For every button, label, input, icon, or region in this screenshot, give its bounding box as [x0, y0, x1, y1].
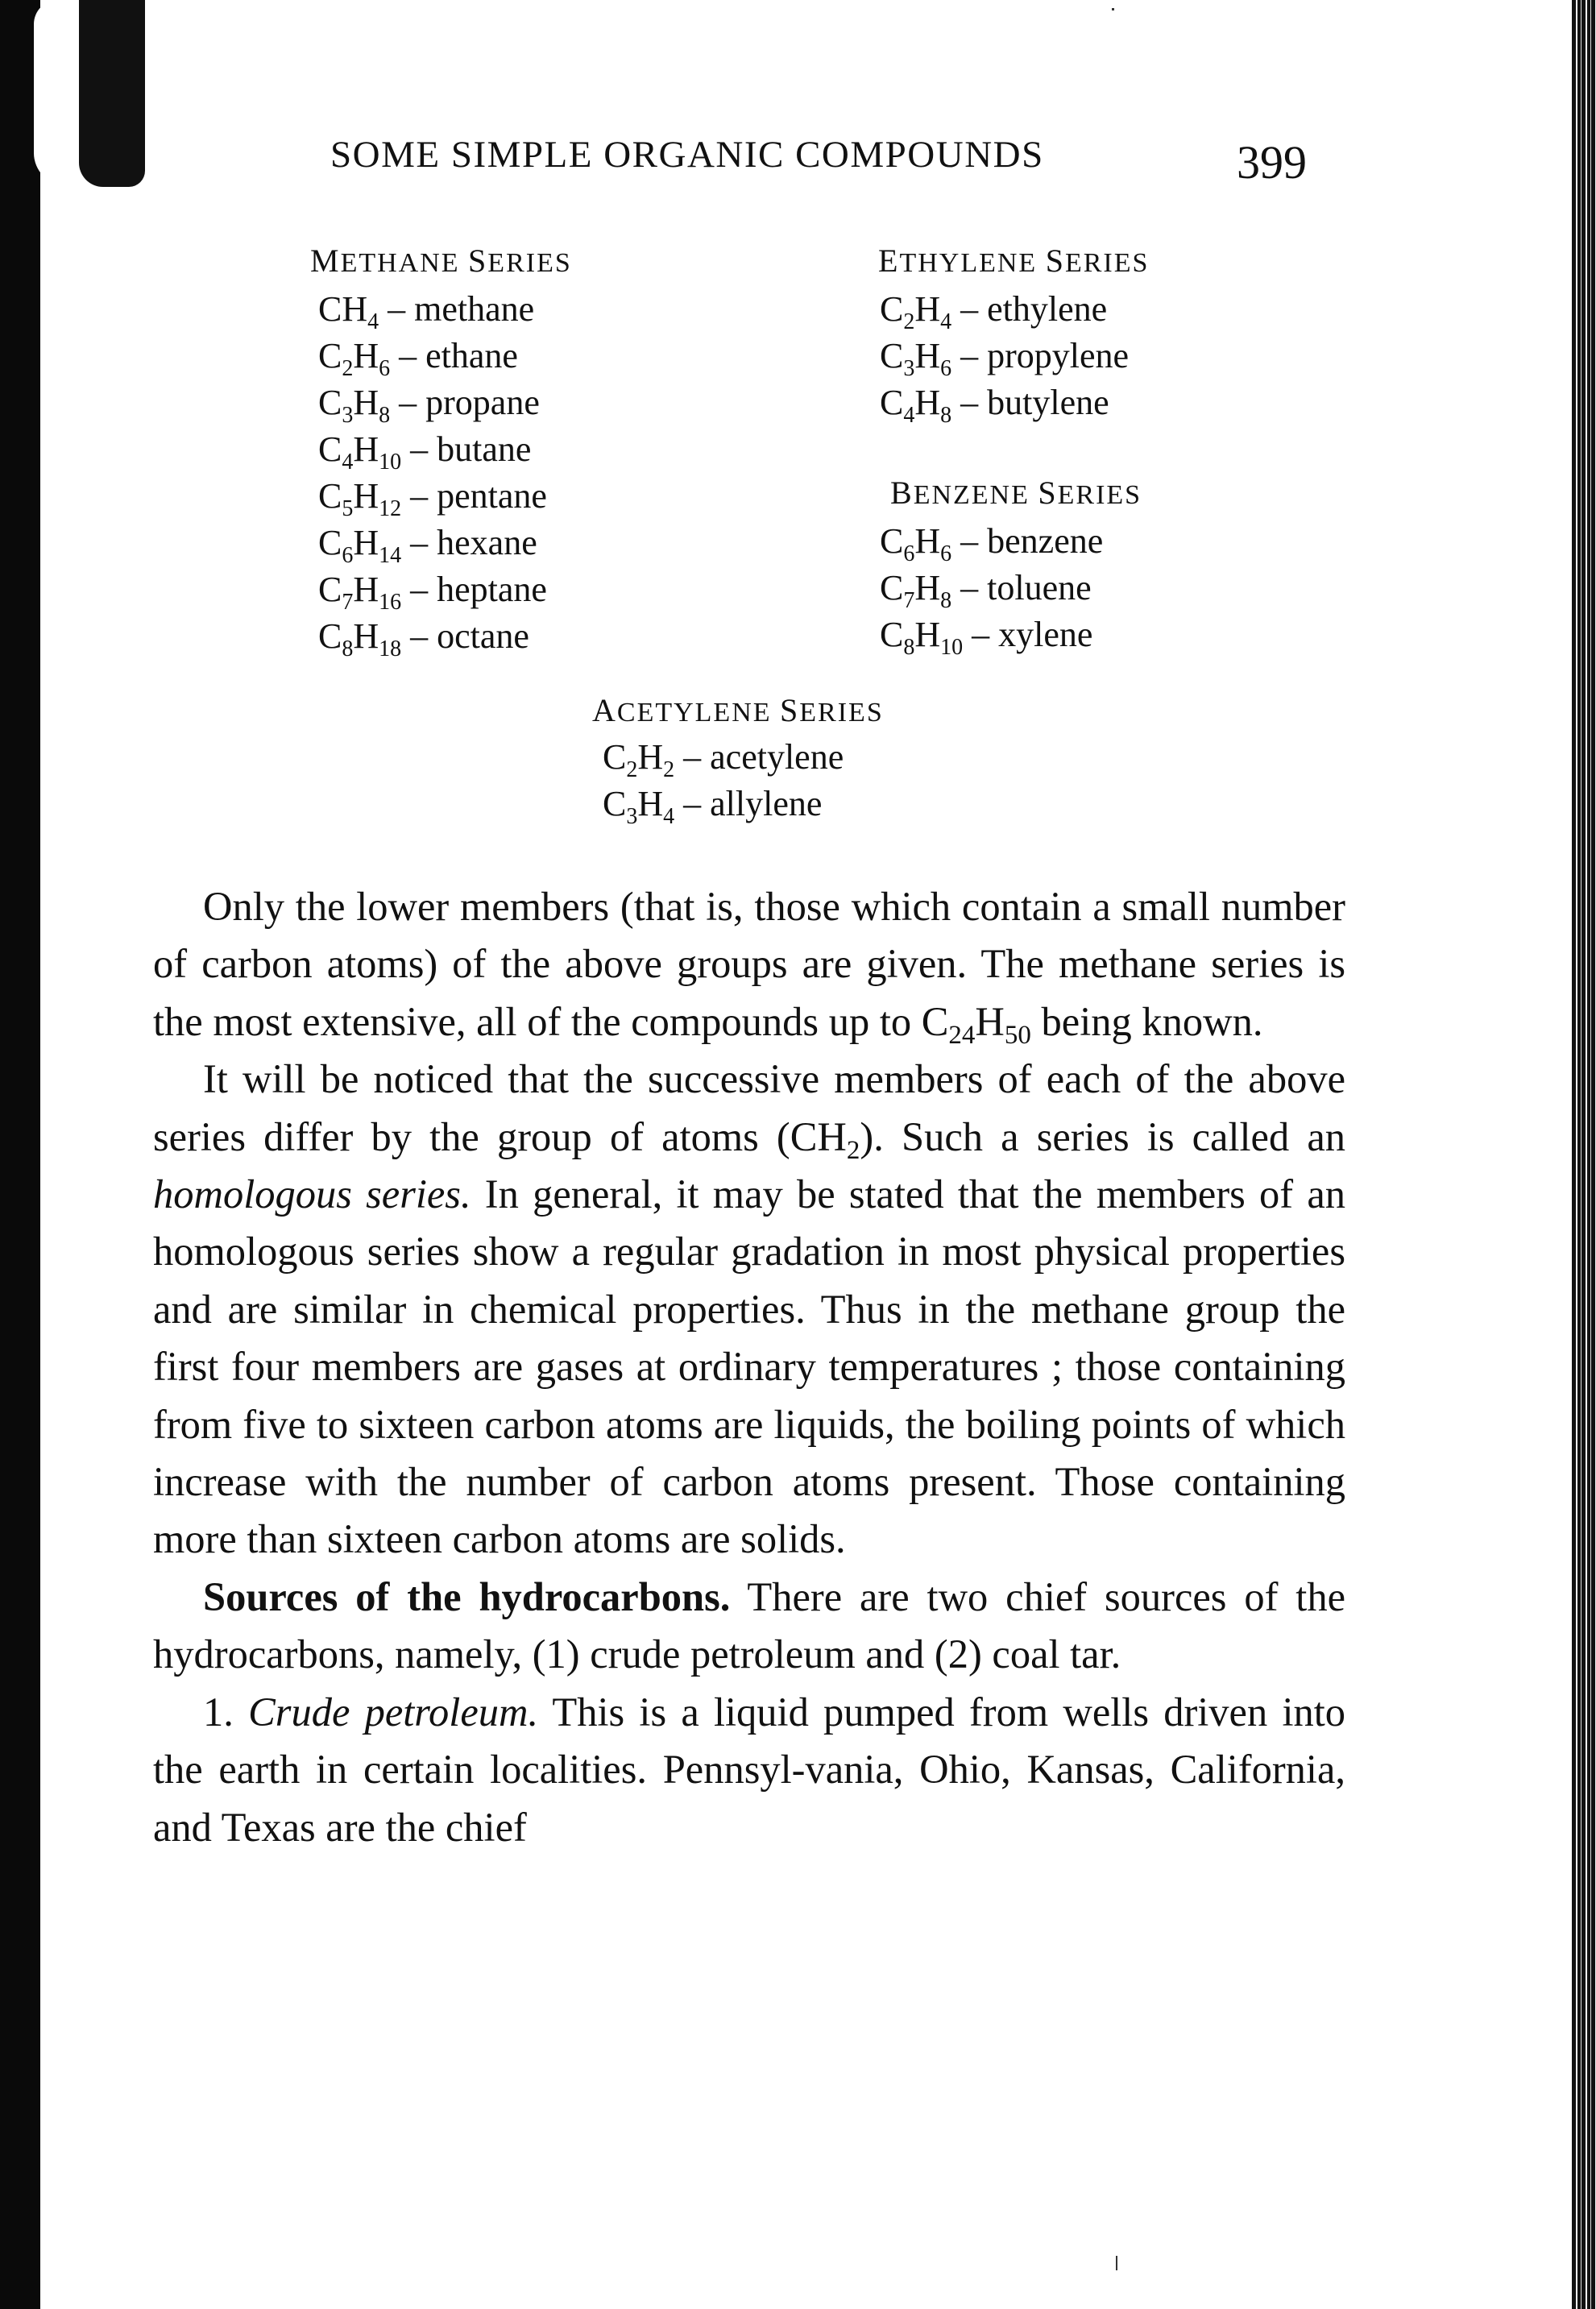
benzene-formula-row — [880, 615, 1093, 660]
subscript: 24 — [948, 1020, 976, 1050]
heading-smallcaps: ERIES — [799, 698, 884, 728]
heading-capital: B — [890, 475, 914, 511]
dash: – — [401, 523, 437, 562]
ethylene-series-heading — [878, 242, 1149, 280]
list-number: 1. — [203, 1689, 249, 1735]
element-symbol: C — [318, 289, 342, 329]
italic-term: Crude petroleum. — [248, 1689, 539, 1735]
element-symbol: C — [318, 616, 342, 656]
element-symbol: C — [318, 336, 342, 375]
compound-name: hexane — [437, 523, 537, 562]
subscript: 18 — [379, 636, 402, 661]
heading-capital: S — [1045, 243, 1065, 279]
element-symbol: H — [914, 568, 941, 607]
scan-binding-edge-left — [0, 0, 40, 2309]
subscript: 4 — [342, 450, 354, 475]
methane-series-heading — [310, 242, 572, 280]
text-run: This is a liquid pumped from wells driven into the earth in certain localities. Pennsyl-vania, Ohio, Kansas, California, and Texas are the chief — [153, 1689, 1346, 1850]
subscript: 10 — [379, 450, 402, 475]
element-symbol: C — [603, 737, 627, 777]
text-run: being known. — [1030, 998, 1263, 1044]
compound-name: propane — [425, 383, 540, 422]
subscript: 5 — [342, 496, 354, 521]
paragraph-homologous-series — [153, 1051, 1345, 1569]
subscript: 14 — [379, 543, 402, 568]
subscript: 8 — [940, 403, 952, 428]
element-symbol: H — [637, 784, 664, 823]
subscript: 4 — [903, 403, 915, 428]
scan-speck — [1116, 2256, 1117, 2270]
methane-formula-row — [318, 476, 547, 521]
subscript: 8 — [379, 403, 391, 428]
element-symbol: C — [318, 383, 342, 422]
compound-name: toluene — [987, 568, 1092, 607]
benzene-formula-row — [880, 521, 1104, 566]
compound-name: benzene — [987, 521, 1104, 561]
dash: – — [674, 737, 711, 777]
subscript: 7 — [342, 590, 354, 615]
subscript: 4 — [367, 309, 379, 334]
dash: – — [951, 383, 988, 422]
text-run: Only the lower members (that is, those which contain a small number of carbon atoms) of the above groups are given. The methane series is the most extensive, all of the compounds up to C — [153, 884, 1345, 1044]
element-symbol: H — [914, 383, 941, 422]
text-run: It will be noticed that the successive members of each of the above series differ by the group of atoms (CH — [153, 1056, 1345, 1159]
dash: – — [951, 521, 988, 561]
subscript: 6 — [903, 541, 915, 566]
heading-smallcaps: ERIES — [1064, 248, 1150, 278]
methane-formula-row — [318, 523, 537, 568]
compound-name: ethylene — [987, 289, 1108, 329]
paragraph-lower-members — [153, 878, 1345, 1051]
heading-capital: A — [592, 692, 617, 728]
heading-smallcaps: ENZENE — [913, 480, 1030, 510]
methane-formula-row — [318, 429, 532, 475]
dash: – — [390, 336, 426, 375]
methane-formula-row — [318, 570, 547, 615]
subscript: 2 — [663, 757, 675, 782]
text-run: ). Such a series is called an — [860, 1113, 1346, 1159]
element-symbol: H — [353, 616, 379, 656]
scan-binding-edge-right — [1572, 0, 1596, 2309]
ethylene-formula-row — [880, 383, 1109, 428]
heading-capital: E — [878, 243, 900, 279]
element-symbol: H — [353, 383, 379, 422]
dash: – — [951, 289, 988, 329]
heading-smallcaps: CETYLENE — [616, 698, 772, 728]
element-symbol: C — [880, 336, 904, 375]
element-symbol: H — [914, 615, 941, 654]
scan-shadow-artifact — [79, 0, 145, 187]
acetylene-formula-row — [603, 737, 844, 782]
paragraph-sources — [153, 1569, 1345, 1684]
element-symbol: H — [637, 737, 664, 777]
dash: – — [379, 289, 415, 329]
scan-speck — [1112, 8, 1114, 10]
heading-smallcaps: ERIES — [1057, 480, 1142, 510]
heading-smallcaps: ERIES — [487, 248, 572, 278]
benzene-series-heading — [890, 474, 1142, 512]
subscript: 2 — [846, 1135, 860, 1165]
subscript: 8 — [342, 636, 354, 661]
ethylene-formula-row — [880, 336, 1130, 381]
subscript: 6 — [342, 543, 354, 568]
subscript: 12 — [379, 496, 402, 521]
element-symbol: H — [914, 336, 941, 375]
paragraph-crude-petroleum — [153, 1684, 1345, 1856]
body-text — [153, 878, 1345, 1856]
element-symbol: H — [914, 289, 941, 329]
subscript: 3 — [342, 403, 354, 428]
acetylene-series-heading — [592, 691, 884, 729]
dash: – — [390, 383, 426, 422]
dash: – — [674, 784, 711, 823]
subscript: 3 — [903, 356, 915, 381]
element-symbol: H — [353, 429, 379, 469]
dash: – — [401, 429, 437, 469]
compound-name: octane — [437, 616, 529, 656]
element-symbol: C — [318, 476, 342, 516]
compound-name: heptane — [437, 570, 547, 609]
element-symbol: C — [880, 568, 904, 607]
subscript: 4 — [663, 804, 675, 829]
scan-thumb-artifact — [34, 0, 82, 185]
element-symbol: H — [353, 523, 379, 562]
benzene-formula-row — [880, 568, 1092, 613]
methane-formula-row — [318, 616, 529, 661]
compound-name: xylene — [998, 615, 1093, 654]
dash: – — [401, 616, 437, 656]
heading-capital: S — [468, 243, 488, 279]
heading-capital: M — [310, 243, 341, 279]
methane-formula-row — [318, 289, 535, 334]
element-symbol: C — [318, 570, 342, 609]
compound-name: butane — [437, 429, 532, 469]
heading-smallcaps: ETHANE — [340, 248, 460, 278]
dash: – — [963, 615, 999, 654]
element-symbol: C — [318, 523, 342, 562]
subscript: 6 — [940, 541, 952, 566]
page-number: 399 — [1237, 136, 1307, 189]
element-symbol: C — [880, 615, 904, 654]
subscript: 6 — [940, 356, 952, 381]
element-symbol: C — [880, 289, 904, 329]
dash: – — [951, 336, 988, 375]
subscript: 3 — [626, 804, 638, 829]
ethylene-formula-row — [880, 289, 1108, 334]
subscript: 8 — [903, 635, 915, 660]
text-run: There are two chief sources of the hydrocarbons, namely, (1) crude petroleum and (2) coal tar. — [153, 1573, 1345, 1677]
subscript: 2 — [342, 356, 354, 381]
compound-name: pentane — [437, 476, 547, 516]
element-symbol: C — [318, 429, 342, 469]
compound-name: butylene — [987, 383, 1109, 422]
element-symbol: C — [880, 521, 904, 561]
dash: – — [401, 476, 437, 516]
methane-formula-row — [318, 336, 518, 381]
element-symbol: C — [880, 383, 904, 422]
subscript: 50 — [1004, 1020, 1031, 1050]
acetylene-formula-row — [603, 784, 823, 829]
compound-name: ethane — [425, 336, 518, 375]
element-symbol: H — [353, 476, 379, 516]
element-symbol: H — [353, 570, 379, 609]
compound-name: propylene — [987, 336, 1130, 375]
compound-name: acetylene — [710, 737, 844, 777]
dash: – — [951, 568, 988, 607]
running-title: SOME SIMPLE ORGANIC COMPOUNDS — [330, 134, 1044, 176]
compound-name: methane — [414, 289, 535, 329]
element-symbol: C — [603, 784, 627, 823]
subscript: 6 — [379, 356, 391, 381]
text-run: In general, it may be stated that the members of an homologous series show a regular gradation in most physical properties and are similar in chemical properties. Thus in the methane group the first four members are gases at ordinary temperatures ; those containing from five to sixteen carbon atoms are liquids, the boiling points of which increase with the number of carbon atoms present. Those containing more than sixteen carbon atoms are solids. — [153, 1171, 1345, 1562]
heading-smallcaps: THYLENE — [899, 248, 1038, 278]
methane-formula-row — [318, 383, 540, 428]
subscript: 7 — [903, 588, 915, 613]
heading-capital: S — [780, 692, 800, 728]
text-run: H — [975, 998, 1005, 1044]
heading-capital: S — [1038, 475, 1058, 511]
subscript: 2 — [626, 757, 638, 782]
subscript: 16 — [379, 590, 402, 615]
subscript: 10 — [940, 635, 964, 660]
element-symbol: H — [914, 521, 941, 561]
dash: – — [401, 570, 437, 609]
element-symbol: H — [353, 336, 379, 375]
italic-term: homologous series. — [153, 1171, 471, 1217]
subscript: 2 — [903, 309, 915, 334]
subscript: 4 — [940, 309, 952, 334]
subscript: 8 — [940, 588, 952, 613]
element-symbol: H — [342, 289, 368, 329]
compound-name: allylene — [710, 784, 823, 823]
section-lead-heading: Sources of the hydrocarbons. — [203, 1573, 731, 1619]
